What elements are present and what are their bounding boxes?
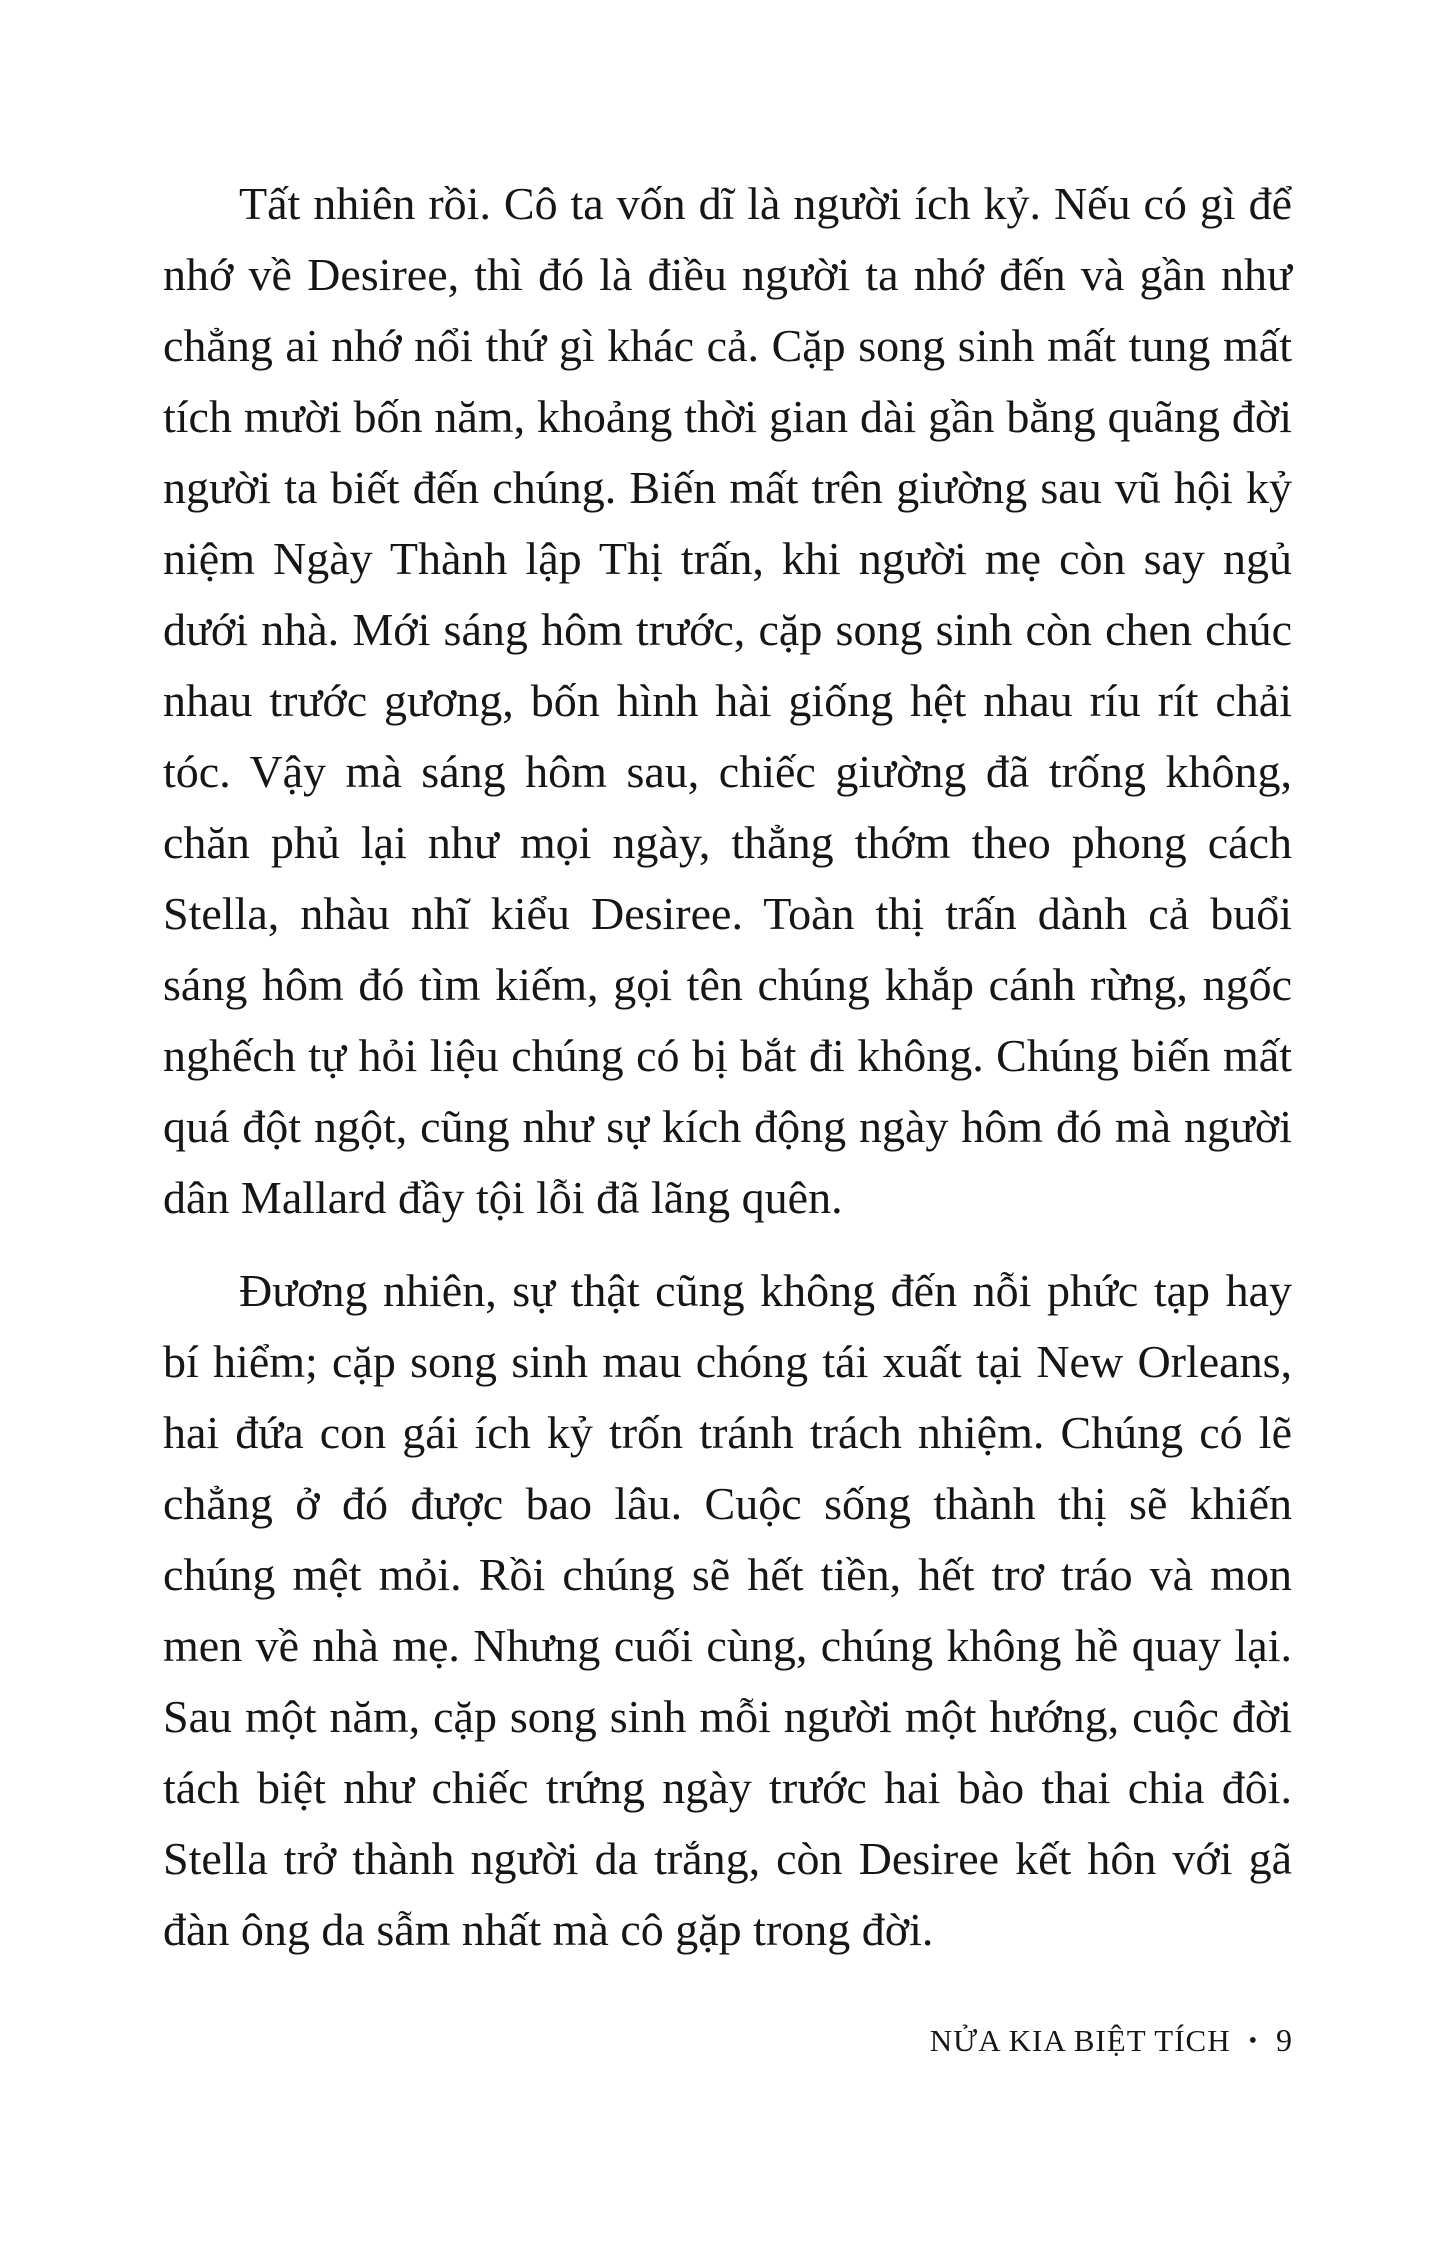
paragraph-2: Đương nhiên, sự thật cũng không đến nỗi phức tạp hay bí hiểm; cặp song sinh mau chóng tái xuất tại New Orleans, hai đứa con gái ích kỷ trốn tránh trách nhiệm. Chúng có lẽ chẳng ở đó được bao lâu. Cuộc sống thành thị sẽ khiến chúng mệt mỏi. Rồi chúng sẽ hết tiền, hết trơ tráo và mon men về nhà mẹ. Nhưng cuối cùng, chúng không hề quay lại. Sau một năm, cặp song sinh mỗi người một hướng, cuộc đời tách biệt như chiếc trứng ngày trước hai bào thai chia đôi. Stella trở thành người da trắng, còn Desiree kết hôn với gã đàn ông da sẫm nhất mà cô gặp trong đời. (163, 1265, 1292, 1955)
paragraph-1: Tất nhiên rồi. Cô ta vốn dĩ là người ích kỷ. Nếu có gì để nhớ về Desiree, thì đó là điều người ta nhớ đến và gần như chẳng ai nhớ nổi thứ gì khác cả. Cặp song sinh mất tung mất tích mười bốn năm, khoảng thời gian dài gần bằng quãng đời người ta biết đến chúng. Biến mất trên giường sau vũ hội kỷ niệm Ngày Thành lập Thị trấn, khi người mẹ còn say ngủ dưới nhà. Mới sáng hôm trước, cặp song sinh còn chen chúc nhau trước gương, bốn hình hài giống hệt nhau ríu rít chải tóc. Vậy mà sáng hôm sau, chiếc giường đã trống không, chăn phủ lại như mọi ngày, thẳng thớm theo phong cách Stella, nhàu nhĩ kiểu Desiree. Toàn thị trấn dành cả buổi sáng hôm đó tìm kiếm, gọi tên chúng khắp cánh rừng, ngốc nghếch tự hỏi liệu chúng có bị bắt đi không. Chúng biến mất quá đột ngột, cũng như sự kích động ngày hôm đó mà người dân Mallard đầy tội lỗi đã lãng quên. (163, 178, 1292, 1223)
body-text (163, 168, 1292, 1965)
page-footer (930, 2022, 1292, 2059)
page-number: 9 (1276, 2022, 1292, 2058)
bullet-separator: • (1248, 2028, 1258, 2054)
running-title: NỬA KIA BIỆT TÍCH (929, 2023, 1231, 2058)
